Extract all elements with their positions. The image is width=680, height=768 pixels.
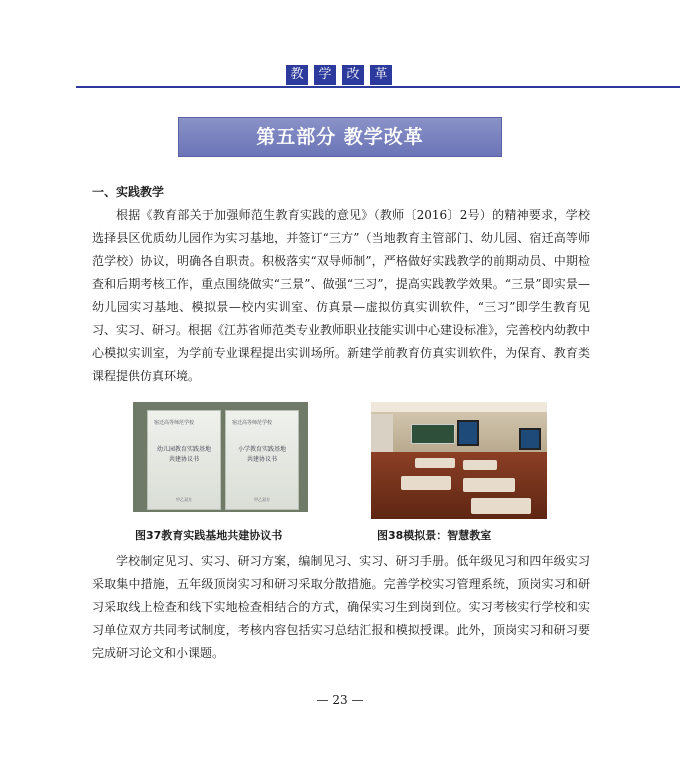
classroom-ceiling xyxy=(371,402,547,412)
classroom-table xyxy=(471,498,531,514)
paragraph-text: 学校制定见习、实习、研习方案，编制见习、实习、研习手册。低年级见习和四年级实习采取集中措施，五年级顶岗实习和研习采取分散措施。完善学校实习管理系统，顶岗实习和研习采取线上检查和线下实地检查相结合的方式，确保实习生到岗到位。实习考核实行学校和实习单位双方共同考试制度，考核内容包括实习总结汇报和模拟授课。此外，顶岗实习和研习要完成研习论文和小课题。 xyxy=(92,554,590,660)
header-tab: 革 xyxy=(370,65,392,85)
header-tab: 改 xyxy=(342,65,364,85)
classroom-screen xyxy=(519,428,541,450)
body-paragraph-2 xyxy=(92,550,590,665)
classroom-table xyxy=(463,478,515,492)
classroom-screen xyxy=(457,420,479,446)
classroom-board xyxy=(411,424,455,444)
booklet-school-name: 宿迁高等师范学校 xyxy=(232,420,273,426)
page-number: — 23 — xyxy=(316,693,364,707)
section-heading: 一、实践教学 xyxy=(92,185,165,199)
header-tabs xyxy=(286,65,392,85)
booklet-title xyxy=(230,445,294,465)
booklet-footer: 甲乙双方 xyxy=(176,497,192,502)
classroom-table xyxy=(415,458,455,468)
figure-smart-classroom-photo xyxy=(371,402,547,519)
figure-caption: 图37教育实践基地共建协议书 xyxy=(135,529,283,542)
booklet-kindergarten xyxy=(147,410,221,510)
header-tab: 教 xyxy=(286,65,308,85)
body-paragraph-1 xyxy=(92,204,590,388)
booklet-title xyxy=(152,445,216,465)
booklet-title-line: 共建协议书 xyxy=(246,456,277,463)
booklet-school-name: 宿迁高等师范学校 xyxy=(154,420,195,426)
figure-agreement-booklets xyxy=(133,402,308,512)
booklet-footer: 甲乙双方 xyxy=(254,497,270,502)
booklet-primary xyxy=(225,410,299,510)
figure-caption: 图38模拟景：智慧教室 xyxy=(377,529,492,542)
header-tab: 学 xyxy=(314,65,336,85)
chapter-title-banner: 第五部分 教学改革 xyxy=(178,117,502,157)
booklet-title-line: 小学教育实践基地 xyxy=(237,446,286,453)
booklet-title-line: 幼儿园教育实践基地 xyxy=(156,446,211,453)
classroom-table xyxy=(401,476,451,490)
booklet-title-line: 共建协议书 xyxy=(168,456,199,463)
paragraph-text: 根据《教育部关于加强师范生教育实践的意见》（教师〔2016〕2号）的精神要求，学校选择县区优质幼儿园作为实习基地，并签订“三方”（当地教育主管部门、幼儿园、宿迁高等师范学校）协议，明确各自职责。积极落实“双导师制”，严格做好实践教学的前期动员、中期检查和后期考核工作，重点围绕做实“三景”、做强“三习”，提高实践教学效果。“三景”即实景—幼儿园实习基地、模拟景—校内实训室、仿真景—虚拟仿真实训软件，“三习”即学生教育见习、实习、研习。根据《江苏省师范类专业教师职业技能实训中心建设标准》，完善校内幼教中心模拟实训室，为学前专业课程提出实训场所。新建学前教育仿真实训软件，为保育、教育类课程提供仿真环境。 xyxy=(92,208,591,383)
header-divider xyxy=(76,86,680,88)
classroom-table xyxy=(463,460,497,470)
